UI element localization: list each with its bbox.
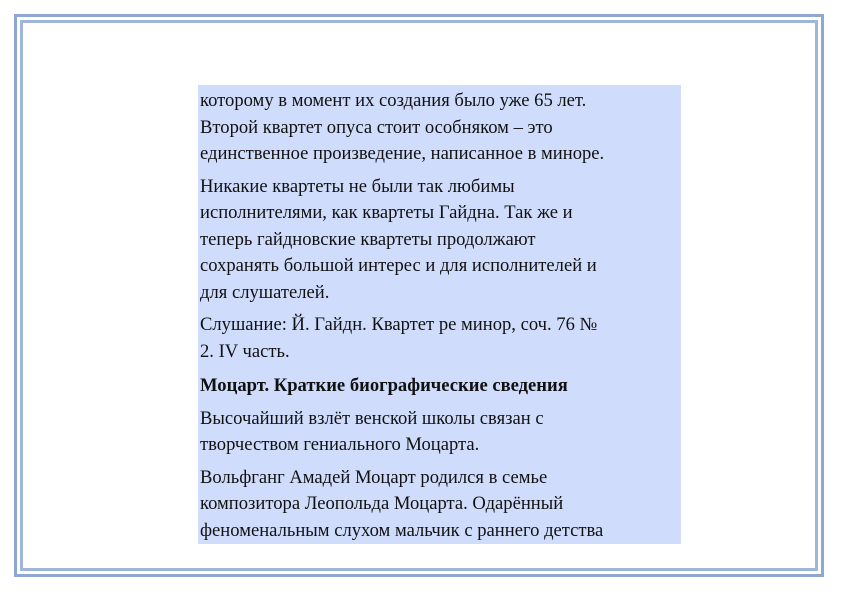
text-line: Вольфганг Амадей Моцарт родился в семье [200,466,548,488]
text-line: для слушателей. [200,281,330,303]
text-line: исполнителями, как квартеты Гайдна. Так же и [200,202,573,223]
text-line: 2. IV часть. [200,340,290,362]
paragraph-3 [200,312,679,365]
section-heading: Моцарт. Краткие биографические сведения [200,375,568,396]
text-line: сохранять большой интерес и для исполнителей и [200,255,597,276]
text-line: теперь гайдновские квартеты продолжают [200,228,536,250]
text-line: Слушание: Й. Гайдн. Квартет ре минор, соч. 76 № [200,314,598,335]
paragraph-5 [200,465,679,545]
paragraph-4 [200,406,679,459]
text-line: творчеством гениального Моцарта. [200,434,480,455]
text-line: феноменальным слухом мальчик с раннего детства [200,519,604,541]
text-line: Высочайший взлёт венской школы связан с [200,407,544,429]
text-line: Второй квартет опуса стоит особняком – это [200,116,553,138]
text-line: Никакие квартеты не были так любимы [200,175,515,197]
text-line: композитора Леопольда Моцарта. Одарённый [200,493,564,514]
paragraph-2 [200,174,679,307]
text-block [198,85,681,544]
text-line: единственное произведение, написанное в миноре. [200,143,605,164]
text-line: которому в момент их создания было уже 65 лет. [200,90,587,111]
paragraph-1 [200,88,679,168]
